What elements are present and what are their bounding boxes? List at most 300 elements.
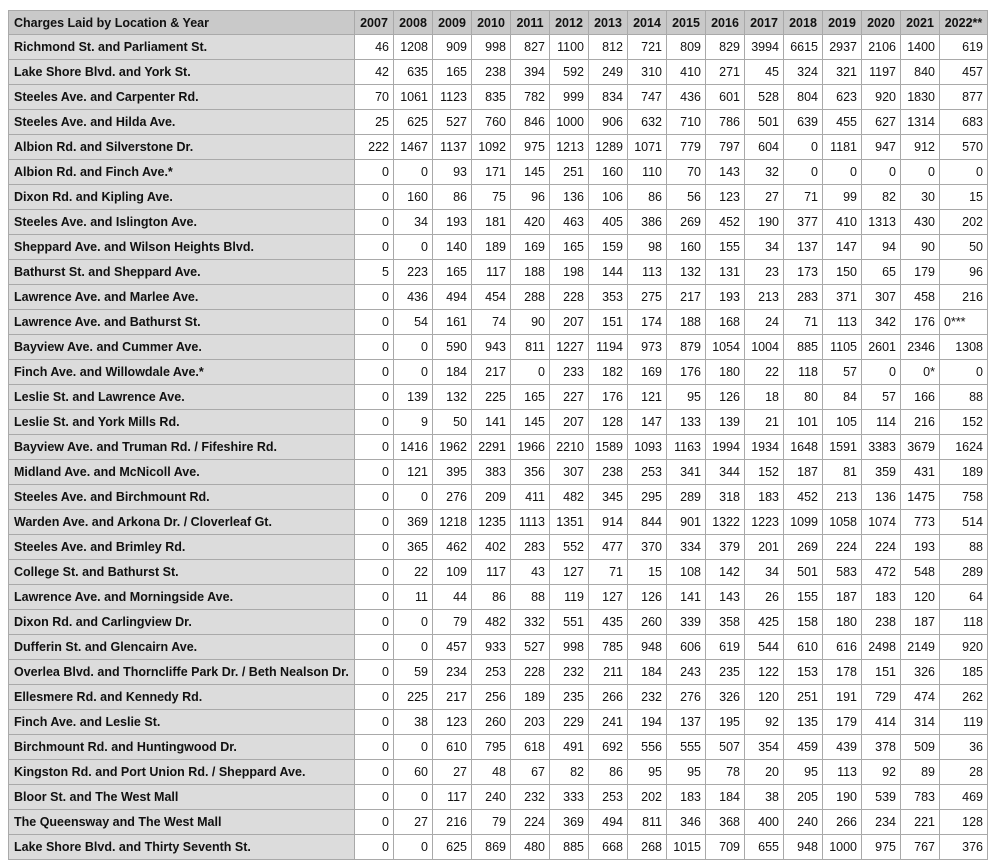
value-cell: 181 [472,210,511,235]
value-cell: 1100 [550,35,589,60]
value-cell: 321 [823,60,862,85]
value-cell: 70 [667,160,706,185]
value-cell: 2210 [550,435,589,460]
value-cell: 370 [628,535,667,560]
value-cell: 268 [628,835,667,860]
value-cell: 494 [433,285,472,310]
value-cell: 139 [394,385,433,410]
value-cell: 592 [550,60,589,85]
value-cell: 1475 [901,485,940,510]
value-cell: 0 [862,160,901,185]
value-cell: 0 [355,485,394,510]
value-cell: 341 [667,460,706,485]
value-cell: 128 [940,810,988,835]
value-cell: 135 [784,710,823,735]
year-column-header: 2016 [706,11,745,35]
value-cell: 812 [589,35,628,60]
value-cell: 88 [940,385,988,410]
value-cell: 183 [862,585,901,610]
value-cell: 143 [706,585,745,610]
value-cell: 0 [394,610,433,635]
value-cell: 71 [784,310,823,335]
value-cell: 155 [784,585,823,610]
value-cell: 606 [667,635,706,660]
value-cell: 121 [628,385,667,410]
value-cell: 0 [394,785,433,810]
value-cell: 494 [589,810,628,835]
value-cell: 365 [394,535,433,560]
value-cell: 914 [589,510,628,535]
value-cell: 1322 [706,510,745,535]
year-column-header: 2017 [745,11,784,35]
value-cell: 249 [589,60,628,85]
value-cell: 22 [394,560,433,585]
value-cell: 123 [433,710,472,735]
value-cell: 0 [940,360,988,385]
value-cell: 118 [940,610,988,635]
value-cell: 26 [745,585,784,610]
value-cell: 136 [862,485,901,510]
value-cell: 251 [550,160,589,185]
value-cell: 556 [628,735,667,760]
value-cell: 619 [940,35,988,60]
value-cell: 395 [433,460,472,485]
location-cell: Richmond St. and Parliament St. [9,35,355,60]
value-cell: 256 [472,685,511,710]
location-cell: Dufferin St. and Glencairn Ave. [9,635,355,660]
table-row [9,635,988,660]
value-cell: 122 [745,660,784,685]
value-cell: 202 [940,210,988,235]
value-cell: 767 [901,835,940,860]
value-cell: 251 [784,685,823,710]
value-cell: 0 [355,510,394,535]
value-cell: 405 [589,210,628,235]
value-cell: 6615 [784,35,823,60]
location-cell: Lawrence Ave. and Marlee Ave. [9,285,355,310]
value-cell: 67 [511,760,550,785]
value-cell: 827 [511,35,550,60]
value-cell: 179 [901,260,940,285]
location-cell: Finch Ave. and Willowdale Ave.* [9,360,355,385]
year-column-header: 2007 [355,11,394,35]
value-cell: 1093 [628,435,667,460]
value-cell: 216 [940,285,988,310]
value-cell: 454 [472,285,511,310]
value-cell: 623 [823,85,862,110]
value-cell: 2601 [862,335,901,360]
value-cell: 310 [628,60,667,85]
table-row [9,535,988,560]
year-column-header: 2010 [472,11,511,35]
value-cell: 266 [823,810,862,835]
value-cell: 101 [784,410,823,435]
value-cell: 131 [706,260,745,285]
value-cell: 472 [862,560,901,585]
value-cell: 2106 [862,35,901,60]
value-cell: 378 [862,735,901,760]
table-row [9,610,988,635]
table-row [9,235,988,260]
value-cell: 326 [706,685,745,710]
value-cell: 2498 [862,635,901,660]
table-row [9,185,988,210]
table-row [9,460,988,485]
value-cell: 1400 [901,35,940,60]
value-cell: 229 [550,710,589,735]
value-cell: 0 [784,160,823,185]
value-cell: 93 [433,160,472,185]
value-cell: 228 [550,285,589,310]
table-row [9,435,988,460]
value-cell: 119 [940,710,988,735]
year-column-header: 2022** [940,11,988,35]
value-cell: 901 [667,510,706,535]
table-row [9,135,988,160]
value-cell: 610 [433,735,472,760]
value-cell: 0 [355,610,394,635]
value-cell: 346 [667,810,706,835]
location-cell: Leslie St. and York Mills Rd. [9,410,355,435]
value-cell: 207 [550,410,589,435]
location-cell: Overlea Blvd. and Thorncliffe Park Dr. / Beth Nealson Dr. [9,660,355,685]
value-cell: 174 [628,310,667,335]
value-cell: 86 [472,585,511,610]
location-cell: Midland Ave. and McNicoll Ave. [9,460,355,485]
value-cell: 216 [433,810,472,835]
value-cell: 0 [355,635,394,660]
value-cell: 1071 [628,135,667,160]
value-cell: 253 [589,785,628,810]
table-row [9,85,988,110]
location-cell: College St. and Bathurst St. [9,560,355,585]
value-cell: 15 [628,560,667,585]
value-cell: 90 [511,310,550,335]
value-cell: 152 [940,410,988,435]
location-cell: Steeles Ave. and Brimley Rd. [9,535,355,560]
value-cell: 948 [628,635,667,660]
value-cell: 133 [667,410,706,435]
value-cell: 829 [706,35,745,60]
value-cell: 238 [472,60,511,85]
value-cell: 998 [472,35,511,60]
value-cell: 178 [823,660,862,685]
value-cell: 127 [550,560,589,585]
value-cell: 271 [706,60,745,85]
value-cell: 371 [823,285,862,310]
value-cell: 1197 [862,60,901,85]
value-cell: 973 [628,335,667,360]
value-cell: 1061 [394,85,433,110]
value-cell: 262 [940,685,988,710]
value-cell: 1313 [862,210,901,235]
value-cell: 386 [628,210,667,235]
value-cell: 11 [394,585,433,610]
value-cell: 369 [394,510,433,535]
value-cell: 324 [784,60,823,85]
value-cell: 5 [355,260,394,285]
value-cell: 314 [901,710,940,735]
value-cell: 846 [511,110,550,135]
value-cell: 0 [355,435,394,460]
value-cell: 455 [823,110,862,135]
value-cell: 240 [472,785,511,810]
value-cell: 463 [550,210,589,235]
value-cell: 552 [550,535,589,560]
value-cell: 804 [784,85,823,110]
value-cell: 139 [706,410,745,435]
value-cell: 234 [433,660,472,685]
value-cell: 143 [706,160,745,185]
table-row [9,560,988,585]
value-cell: 224 [862,535,901,560]
location-cell: Lawrence Ave. and Morningside Ave. [9,585,355,610]
value-cell: 307 [862,285,901,310]
value-cell: 94 [862,235,901,260]
value-cell: 144 [589,260,628,285]
location-cell: Kingston Rd. and Port Union Rd. / Sheppard Ave. [9,760,355,785]
value-cell: 635 [394,60,433,85]
location-cell: Bayview Ave. and Cummer Ave. [9,335,355,360]
value-cell: 0 [394,235,433,260]
value-cell: 50 [940,235,988,260]
value-cell: 948 [784,835,823,860]
value-cell: 414 [862,710,901,735]
value-cell: 551 [550,610,589,635]
location-cell: Dixon Rd. and Kipling Ave. [9,185,355,210]
value-cell: 25 [355,110,394,135]
value-cell: 619 [706,635,745,660]
value-cell: 275 [628,285,667,310]
value-cell: 604 [745,135,784,160]
value-cell: 119 [550,585,589,610]
value-cell: 1308 [940,335,988,360]
value-cell: 161 [433,310,472,335]
year-column-header: 2018 [784,11,823,35]
value-cell: 0 [862,360,901,385]
value-cell: 207 [550,310,589,335]
value-cell: 36 [940,735,988,760]
location-column-header: Charges Laid by Location & Year [9,11,355,35]
value-cell: 0 [784,135,823,160]
table-body [9,35,988,860]
value-cell: 169 [511,235,550,260]
location-cell: Albion Rd. and Finch Ave.* [9,160,355,185]
value-cell: 211 [589,660,628,685]
value-cell: 0 [355,235,394,260]
value-cell: 96 [511,185,550,210]
value-cell: 1416 [394,435,433,460]
value-cell: 96 [940,260,988,285]
value-cell: 123 [706,185,745,210]
value-cell: 625 [394,110,433,135]
value-cell: 555 [667,735,706,760]
value-cell: 145 [511,410,550,435]
value-cell: 811 [628,810,667,835]
value-cell: 420 [511,210,550,235]
value-cell: 132 [667,260,706,285]
value-cell: 27 [745,185,784,210]
value-cell: 190 [745,210,784,235]
value-cell: 117 [472,260,511,285]
value-cell: 21 [745,410,784,435]
value-cell: 88 [511,585,550,610]
value-cell: 110 [628,160,667,185]
value-cell: 57 [862,385,901,410]
value-cell: 224 [511,810,550,835]
value-cell: 710 [667,110,706,135]
value-cell: 491 [550,735,589,760]
value-cell: 238 [589,460,628,485]
value-cell: 0 [355,335,394,360]
value-cell: 80 [784,385,823,410]
value-cell: 126 [706,385,745,410]
value-cell: 202 [628,785,667,810]
value-cell: 86 [589,760,628,785]
value-cell: 213 [745,285,784,310]
value-cell: 27 [394,810,433,835]
value-cell: 1289 [589,135,628,160]
value-cell: 0 [355,810,394,835]
year-column-header: 2019 [823,11,862,35]
value-cell: 683 [940,110,988,135]
value-cell: 0 [394,735,433,760]
value-cell: 2937 [823,35,862,60]
value-cell: 809 [667,35,706,60]
value-cell: 187 [823,585,862,610]
value-cell: 570 [940,135,988,160]
value-cell: 912 [901,135,940,160]
value-cell: 189 [511,685,550,710]
location-cell: Lawrence Ave. and Bathurst St. [9,310,355,335]
value-cell: 544 [745,635,784,660]
value-cell: 0 [355,210,394,235]
value-cell: 95 [667,385,706,410]
value-cell: 142 [706,560,745,585]
table-row [9,810,988,835]
value-cell: 326 [901,660,940,685]
value-cell: 38 [745,785,784,810]
value-cell: 34 [745,235,784,260]
value-cell: 191 [823,685,862,710]
value-cell: 625 [433,835,472,860]
value-cell: 0*** [940,310,988,335]
value-cell: 233 [550,360,589,385]
value-cell: 165 [550,235,589,260]
value-cell: 194 [628,710,667,735]
value-cell: 436 [394,285,433,310]
value-cell: 176 [667,360,706,385]
value-cell: 240 [784,810,823,835]
value-cell: 436 [667,85,706,110]
value-cell: 459 [784,735,823,760]
value-cell: 0 [355,760,394,785]
value-cell: 150 [823,260,862,285]
value-cell: 779 [667,135,706,160]
value-cell: 435 [589,610,628,635]
value-cell: 1934 [745,435,784,460]
value-cell: 431 [901,460,940,485]
value-cell: 0 [511,360,550,385]
value-cell: 168 [706,310,745,335]
year-column-header: 2015 [667,11,706,35]
value-cell: 909 [433,35,472,60]
value-cell: 50 [433,410,472,435]
value-cell: 228 [511,660,550,685]
value-cell: 1113 [511,510,550,535]
value-cell: 885 [784,335,823,360]
value-cell: 877 [940,85,988,110]
value-cell: 15 [940,185,988,210]
value-cell: 501 [745,110,784,135]
value-cell: 57 [823,360,862,385]
value-cell: 2346 [901,335,940,360]
value-cell: 527 [511,635,550,660]
value-cell: 1648 [784,435,823,460]
value-cell: 0 [355,735,394,760]
value-cell: 430 [901,210,940,235]
value-cell: 339 [667,610,706,635]
value-cell: 1235 [472,510,511,535]
value-cell: 0 [355,660,394,685]
value-cell: 141 [472,410,511,435]
location-cell: Bathurst St. and Sheppard Ave. [9,260,355,285]
value-cell: 109 [433,560,472,585]
table-row [9,510,988,535]
year-column-header: 2013 [589,11,628,35]
value-cell: 354 [745,735,784,760]
value-cell: 188 [511,260,550,285]
value-cell: 333 [550,785,589,810]
value-cell: 1962 [433,435,472,460]
table-row [9,360,988,385]
value-cell: 89 [901,760,940,785]
value-cell: 54 [394,310,433,335]
value-cell: 795 [472,735,511,760]
value-cell: 318 [706,485,745,510]
value-cell: 2149 [901,635,940,660]
value-cell: 190 [823,785,862,810]
value-cell: 92 [862,760,901,785]
value-cell: 152 [745,460,784,485]
value-cell: 90 [901,235,940,260]
table-header [9,11,988,35]
table-row [9,335,988,360]
value-cell: 1994 [706,435,745,460]
value-cell: 0 [355,835,394,860]
value-cell: 18 [745,385,784,410]
value-cell: 185 [940,660,988,685]
value-cell: 113 [628,260,667,285]
table-row [9,760,988,785]
value-cell: 81 [823,460,862,485]
value-cell: 65 [862,260,901,285]
value-cell: 106 [589,185,628,210]
value-cell: 20 [745,760,784,785]
value-cell: 692 [589,735,628,760]
value-cell: 457 [940,60,988,85]
value-cell: 165 [433,60,472,85]
value-cell: 147 [823,235,862,260]
value-cell: 22 [745,360,784,385]
value-cell: 3679 [901,435,940,460]
value-cell: 42 [355,60,394,85]
value-cell: 782 [511,85,550,110]
value-cell: 332 [511,610,550,635]
value-cell: 342 [862,310,901,335]
value-cell: 0 [355,360,394,385]
value-cell: 462 [433,535,472,560]
